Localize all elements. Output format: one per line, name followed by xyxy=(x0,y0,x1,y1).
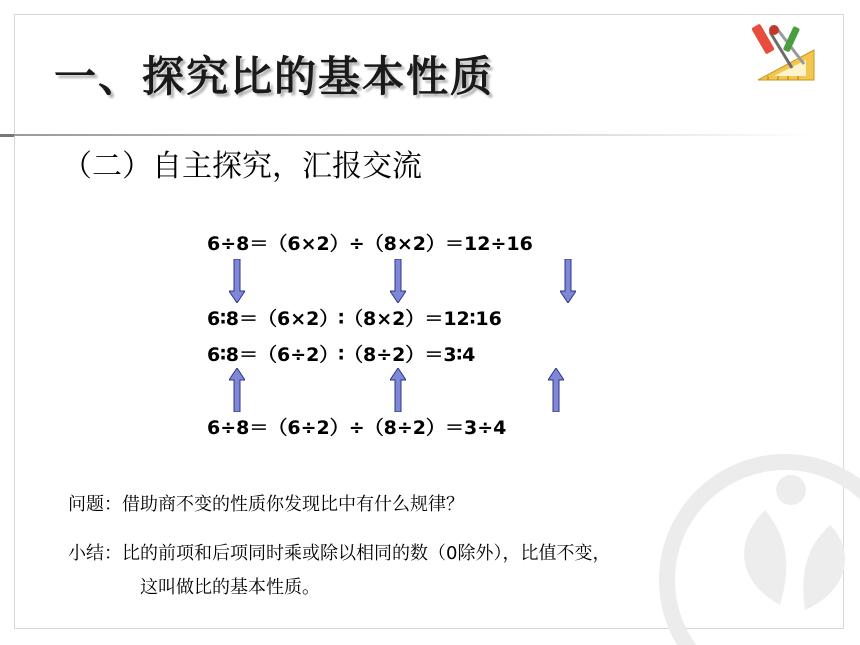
ruler-pencil-compass-icon xyxy=(752,22,820,84)
up-arrow-icon xyxy=(390,368,406,412)
equation-row-division-multiply: 6÷8＝（6×2）÷（8×2）＝12÷16 xyxy=(207,233,533,255)
down-arrow-icon xyxy=(390,259,406,303)
up-arrow-icon xyxy=(229,368,245,412)
background-watermark xyxy=(615,430,860,645)
down-arrow-icon xyxy=(229,259,245,303)
summary-line-1: 小结：比的前项和后项同时乘或除以相同的数（0除外），比值不变， xyxy=(68,543,611,564)
summary-line-2: 这叫做比的基本性质。 xyxy=(140,577,320,598)
up-arrow-icon xyxy=(548,368,564,412)
title-divider xyxy=(14,134,814,136)
question-text: 问题：借助商不变的性质你发现比中有什么规律？ xyxy=(68,494,464,515)
equation-row-ratio-multiply: 6∶8＝（6×2）∶（8×2）＝12∶16 xyxy=(207,308,502,330)
page-title: 一、探究比的基本性质 xyxy=(54,52,495,101)
title-rule-accent xyxy=(0,134,14,137)
equation-row-ratio-divide: 6∶8＝（6÷2）∶（8÷2）＝3∶4 xyxy=(207,344,476,366)
equation-row-division-divide: 6÷8＝（6÷2）÷（8÷2）＝3÷4 xyxy=(207,417,507,439)
section-subtitle: （二）自主探究，汇报交流 xyxy=(62,149,422,184)
down-arrow-icon xyxy=(560,259,576,303)
